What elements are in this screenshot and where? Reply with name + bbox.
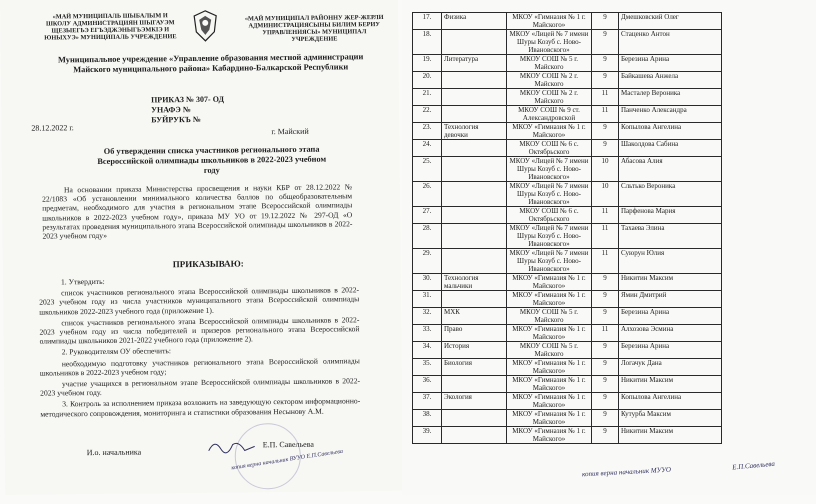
- cell-name: Стаценко Антон: [619, 30, 722, 55]
- signature-row: [86, 439, 347, 458]
- cell-school: МКОУ СОШ № 5 г. Майского: [507, 308, 592, 325]
- cell-school: МКОУ СОШ № 5 г. Майского: [507, 55, 592, 72]
- cell-subject: [442, 224, 507, 249]
- cell-school: МКОУ СОШ № 2 г. Майского: [507, 72, 592, 89]
- cell-subject: [442, 182, 507, 207]
- cell-grade: 9: [592, 410, 619, 427]
- cell-school: МКОУ «Гимназия № 1 г. Майского»: [507, 410, 592, 427]
- order-item: участие учащихся в региональном этапе Всероссийской олимпиады школьников в 2022-2023 учебном году.: [40, 376, 361, 398]
- coat-of-arms-icon: [192, 10, 218, 42]
- order-item: 2. Руководителям ОУ обеспечить:: [61, 346, 172, 357]
- organization-name: Муниципальное учреждение «Управление образования местной администрации Майского муниципального района» Кабардино-Балкарской Республики: [57, 52, 364, 75]
- cell-grade: 9: [592, 291, 619, 308]
- cell-school: МКОУ СОШ № 9 ст. Александровской: [507, 106, 592, 123]
- cell-grade: 9: [592, 72, 619, 89]
- signer-name: Е.П. Савельева: [262, 439, 314, 450]
- cell-n: 32.: [413, 308, 442, 325]
- header-right-balkar: «МАЙ МУНИЦИПАЛ РАЙОННУ ЖЕР-ЖЕРЛИ АДМИНИСТРАЦИЯСЫНЫ БИЛИМ БЕРИУ УПРАВЛЕНИЯСЫ» МУНИЦИПАЛ УЧРЕЖДЕНИЕ: [244, 13, 384, 43]
- cell-grade: 9: [592, 359, 619, 376]
- cell-name: Никитин Максим: [619, 427, 722, 444]
- cell-school: МКОУ «Гимназия № 1 г. Майского»: [507, 376, 592, 393]
- cell-subject: Литература: [442, 55, 507, 72]
- order-item: 1. Утвердить:: [60, 276, 105, 287]
- cell-n: 38.: [413, 410, 442, 427]
- order-item: список участников регионального этапа Всероссийской олимпиады школьников в 2022-2023 учебном году из числа победителей и призеров регионального этапа Всероссийской олимпиады школьников 2021-2022 учебного года (приложение 2).: [39, 315, 360, 346]
- cell-subject: [442, 410, 507, 427]
- cell-subject: [442, 249, 507, 274]
- footer-signature: Е.П.Савельева: [731, 459, 776, 472]
- order-number-line: ПРИКАЗ № 307- ОД: [151, 94, 225, 105]
- cell-subject: [442, 72, 507, 89]
- cell-school: МКОУ «Гимназия № 1 г. Майского»: [507, 427, 592, 444]
- order-word: ПРИКАЗЫВАЮ:: [172, 258, 244, 270]
- cell-grade: 11: [592, 325, 619, 342]
- table-row: [413, 410, 722, 427]
- table-row: [413, 376, 722, 393]
- cell-n: 22.: [413, 106, 442, 123]
- cell-n: 26.: [413, 182, 442, 207]
- order-page: [0, 0, 403, 495]
- cell-name: Никитин Максим: [619, 376, 722, 393]
- cell-name: Копылова Ангелина: [619, 393, 722, 410]
- cell-n: 39.: [413, 427, 442, 444]
- cell-subject: [442, 427, 507, 444]
- table-row: [413, 393, 722, 410]
- cell-n: 30.: [413, 274, 442, 291]
- order-number-line: БУЙРУКЪ №: [151, 114, 201, 125]
- table-row: [413, 427, 722, 444]
- cell-school: МКОУ «Лицей № 7 имени Шуры Козуб с. Ново-Ивановского»: [507, 224, 592, 249]
- table-row: [413, 342, 722, 359]
- cell-n: 27.: [413, 207, 442, 224]
- cell-subject: Физика: [442, 13, 507, 30]
- cell-school: МКОУ «Гимназия № 1 г. Майского»: [507, 291, 592, 308]
- cell-subject: История: [442, 342, 507, 359]
- cell-subject: [442, 89, 507, 106]
- cell-subject: Технология мальчики: [442, 274, 507, 291]
- cell-school: МКОУ «Лицей № 7 имени Шуры Козуб с. Ново-Ивановского»: [507, 249, 592, 274]
- cell-grade: 11: [592, 249, 619, 274]
- cell-grade: 9: [592, 427, 619, 444]
- cell-grade: 9: [592, 308, 619, 325]
- cell-name: Абасова Алия: [619, 157, 722, 182]
- order-item: необходимую подготовку участников регионального этапа Всероссийской олимпиады школьников в 2022-2023 учебном году;: [39, 355, 360, 378]
- cell-name: Панченко Александра: [619, 106, 722, 123]
- table-row: [413, 308, 722, 325]
- table-row: [413, 291, 722, 308]
- cell-grade: 9: [592, 376, 619, 393]
- cell-subject: [442, 140, 507, 157]
- cell-grade: 9: [592, 30, 619, 55]
- cell-n: 29.: [413, 249, 442, 274]
- cell-grade: 9: [592, 342, 619, 359]
- cell-n: 19.: [413, 55, 442, 72]
- cell-school: МКОУ «Гимназия № 1 г. Майского»: [507, 123, 592, 140]
- cell-n: 25.: [413, 157, 442, 182]
- cell-grade: 11: [592, 207, 619, 224]
- participants-table-page: [402, 0, 816, 495]
- order-basis: На основании приказа Министерства просвещения и науки КБР от 28.12.2022 № 22/1083 «Об установлении минимального количества баллов по общеобразовательным предметам, необходимого для участия в региональном этапе Всероссийской олимпиады школьников в 2022-2023 учебном году», приказа МУ УО от 19.12.2022 № 297-ОД «О результатах проведения муниципального этапа Всероссийской олимпиады школьников в 2022-2023 учебном году»: [42, 182, 353, 241]
- cell-subject: [442, 207, 507, 224]
- signature-scribble: [207, 436, 257, 457]
- cell-n: 18.: [413, 30, 442, 55]
- table-row: [413, 72, 722, 89]
- cell-name: Суюрун Юлия: [619, 249, 722, 274]
- cell-n: 20.: [413, 72, 442, 89]
- cell-subject: [442, 106, 507, 123]
- cell-name: Алхозова Эсмина: [619, 325, 722, 342]
- cell-school: МКОУ «Гимназия № 1 г. Майского»: [507, 393, 592, 410]
- order-item: список участников регионального этапа Всероссийской олимпиады школьников в 2022-2023 учебном году из числа участников муниципального этапа Всероссийской олимпиады школьников 2022-2023 учебного года (приложение 1).: [39, 285, 360, 317]
- cell-name: Кутурба Максим: [619, 410, 722, 427]
- cell-n: 34.: [413, 342, 442, 359]
- cell-n: 35.: [413, 359, 442, 376]
- cell-school: МКОУ «Гимназия № 1 г. Майского»: [507, 274, 592, 291]
- order-items: [39, 274, 360, 420]
- cell-grade: 11: [592, 106, 619, 123]
- table-row: [413, 89, 722, 106]
- cell-subject: МХК: [442, 308, 507, 325]
- cell-school: МКОУ «Гимназия № 1 г. Майского»: [507, 13, 592, 30]
- cell-school: МКОУ СОШ № 5 г. Майского: [507, 342, 592, 359]
- table-row: [413, 325, 722, 342]
- cell-name: Масталер Вероника: [619, 89, 722, 106]
- header-left-kbd: «МАЙ МУНИЦИПАЛЬ ШЫБАЛЫМ И ШКОЛУ АДМИНИСТРАЦИЯН ШЫГАУЭМ ЩЕЗЫЕГЬЭ ЕГЪЭДЖЭНЫГЬЭМКІЭ И ЮНЫХУЭ» МУНИЦИПАЛЬ УЧРЕЖДЕНИЕ: [44, 12, 177, 42]
- table-row: [413, 106, 722, 123]
- cell-n: 33.: [413, 325, 442, 342]
- cell-school: МКОУ «Лицей № 7 имени Шуры Козуб с. Ново-Ивановского»: [507, 30, 592, 55]
- cell-n: 17.: [413, 13, 442, 30]
- footer-copy-note: копия верна начальник МУУО: [581, 465, 672, 479]
- cell-school: МКОУ СОШ № 2 г. Майского: [507, 89, 592, 106]
- cell-name: Байкашева Анжела: [619, 72, 722, 89]
- cell-subject: [442, 157, 507, 182]
- table-row: [413, 140, 722, 157]
- table-row: [413, 55, 722, 72]
- cell-subject: Биология: [442, 359, 507, 376]
- table-row: [413, 224, 722, 249]
- cell-grade: 11: [592, 89, 619, 106]
- cell-grade: 9: [592, 123, 619, 140]
- cell-n: 36.: [413, 376, 442, 393]
- cell-grade: 11: [592, 224, 619, 249]
- participants-table: [412, 12, 722, 444]
- cell-name: Шаколдова Сабина: [619, 140, 722, 157]
- cell-n: 21.: [413, 89, 442, 106]
- cell-n: 23.: [413, 123, 442, 140]
- cell-subject: [442, 291, 507, 308]
- table-row: [413, 30, 722, 55]
- table-row: [413, 207, 722, 224]
- cell-subject: Экология: [442, 393, 507, 410]
- table-row: [413, 157, 722, 182]
- cell-name: Копылова Ангелина: [619, 123, 722, 140]
- cell-n: 37.: [413, 393, 442, 410]
- cell-name: Никитин Максим: [619, 274, 722, 291]
- order-number-block: [151, 95, 224, 126]
- table-row: [413, 182, 722, 207]
- cell-school: МКОУ «Гимназия № 1 г. Майского»: [507, 325, 592, 342]
- order-title: Об утверждении списка участников регионального этапа Всероссийской олимпиады школьников в 2022-2023 учебном году: [97, 144, 327, 175]
- cell-name: Тахаева Элина: [619, 224, 722, 249]
- table-row: [413, 249, 722, 274]
- cell-name: Березина Арина: [619, 55, 722, 72]
- cell-name: Логачук Дана: [619, 359, 722, 376]
- table-row: [413, 359, 722, 376]
- order-city: г. Майский: [271, 126, 309, 137]
- order-item: 3. Контроль за исполнением приказа возложить на заведующую сектором информационно-методического сопровождения, мониторинга и статистики образования Несынову А.М.: [40, 396, 361, 419]
- cell-name: Дмешковский Олег: [619, 13, 722, 30]
- cell-subject: Право: [442, 325, 507, 342]
- cell-name: Березина Арина: [619, 308, 722, 325]
- copy-certified-note: копия верна начальник ВУУО Е.П.Савельева: [231, 448, 344, 472]
- cell-name: Парфенова Мария: [619, 207, 722, 224]
- cell-n: 24.: [413, 140, 442, 157]
- signer-role: И.о. начальника: [86, 447, 142, 458]
- cell-name: Сльтько Вероника: [619, 182, 722, 207]
- cell-grade: 9: [592, 140, 619, 157]
- table-row: [413, 123, 722, 140]
- cell-name: Ямин Дмитрий: [619, 291, 722, 308]
- cell-grade: 9: [592, 13, 619, 30]
- cell-school: МКОУ «Гимназия № 1 г. Майского»: [507, 359, 592, 376]
- cell-school: МКОУ «Лицей № 7 имени Шуры Козуб с. Ново-Ивановского»: [507, 157, 592, 182]
- cell-name: Березина Арина: [619, 342, 722, 359]
- cell-n: 28.: [413, 224, 442, 249]
- cell-grade: 9: [592, 274, 619, 291]
- cell-school: МКОУ «Лицей № 7 имени Шуры Козуб с. Ново-Ивановского»: [507, 182, 592, 207]
- order-number-line: УНАФЭ №: [151, 105, 191, 115]
- table-row: [413, 274, 722, 291]
- cell-grade: 10: [592, 182, 619, 207]
- order-date: 28.12.2022 г.: [31, 123, 74, 133]
- cell-grade: 9: [592, 55, 619, 72]
- cell-subject: Технология девочки: [442, 123, 507, 140]
- cell-grade: 10: [592, 157, 619, 182]
- cell-n: 31.: [413, 291, 442, 308]
- cell-school: МКОУ СОШ № 6 с. Октябрьского: [507, 140, 592, 157]
- cell-school: МКОУ СОШ № 6 с. Октябрьского: [507, 207, 592, 224]
- cell-subject: [442, 376, 507, 393]
- cell-grade: 9: [592, 393, 619, 410]
- cell-subject: [442, 30, 507, 55]
- table-row: [413, 13, 722, 30]
